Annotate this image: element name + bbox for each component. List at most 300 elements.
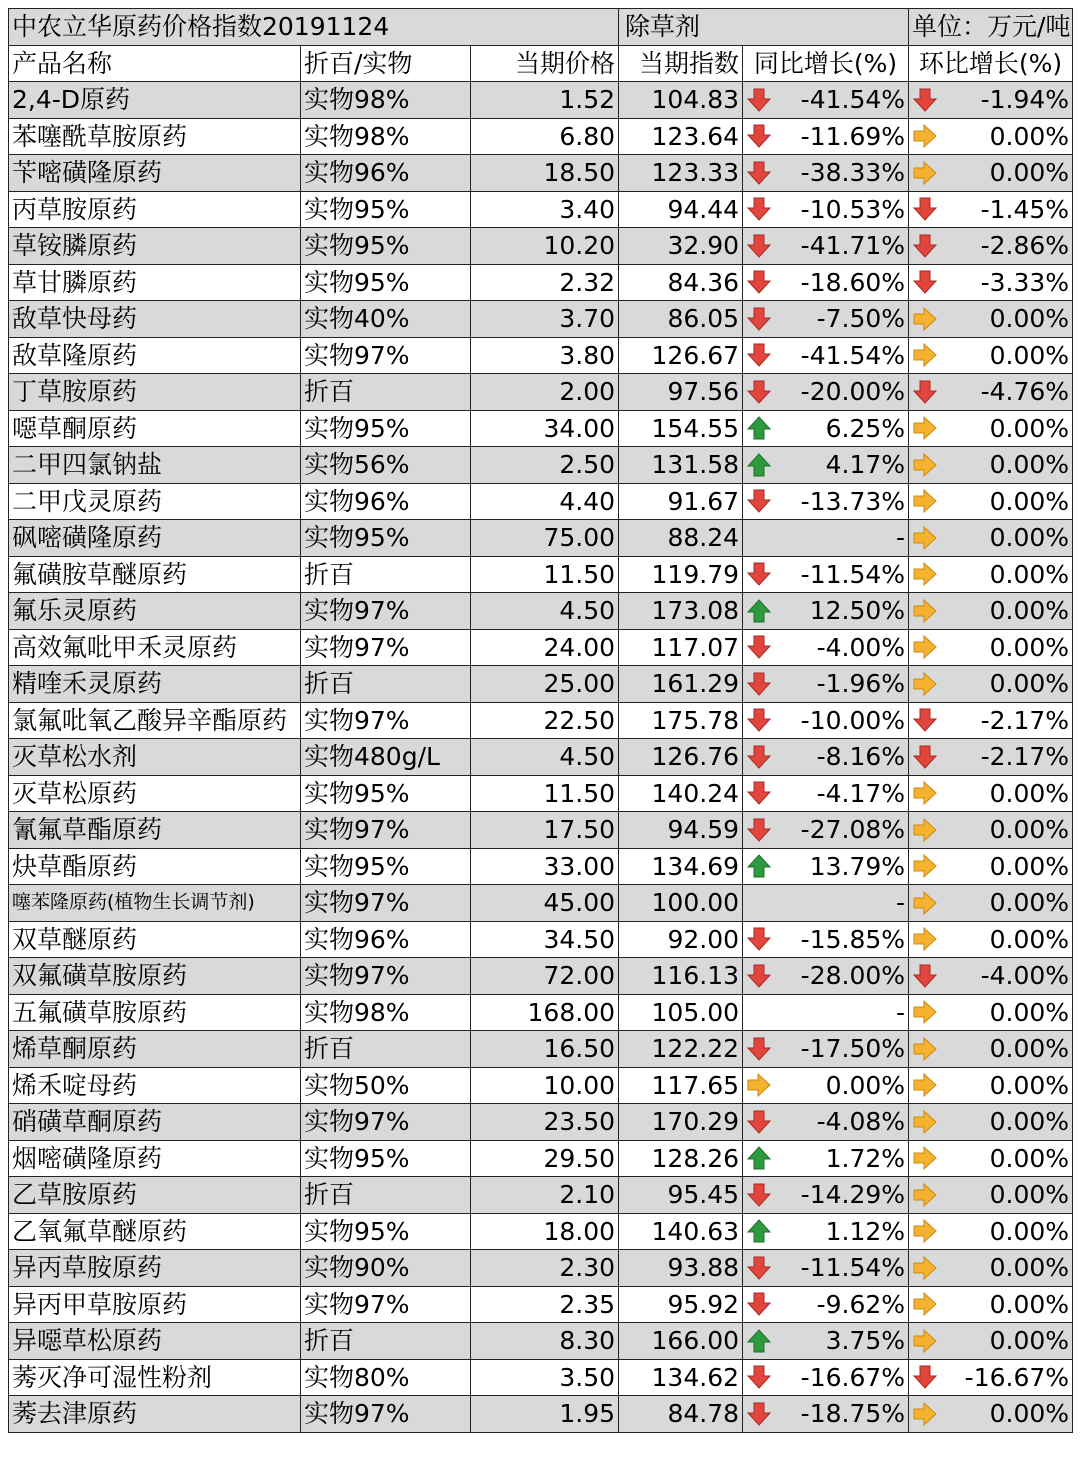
yoy-cell [743,921,909,958]
product-name-cell: 烯禾啶母药 [9,1067,301,1104]
yoy-value: -27.08% [800,815,906,845]
mom-value: 0.00% [989,888,1070,918]
trend-up-arrow-icon [746,1218,772,1244]
product-name-cell: 乙草胺原药 [9,1177,301,1214]
yoy-cell [743,1031,909,1068]
trend-down-arrow-icon [912,707,938,733]
index-cell: 117.65 [619,1067,743,1104]
index-cell: 84.36 [619,264,743,301]
product-name-cell: 苄嘧磺隆原药 [9,155,301,192]
yoy-cell [743,593,909,630]
spec-cell: 实物96% [301,155,471,192]
price-cell: 2.50 [471,447,619,484]
trend-up-arrow-icon [746,452,772,478]
yoy-cell [743,447,909,484]
trend-down-arrow-icon [746,233,772,259]
table-row [9,374,1073,411]
yoy-value: -9.62% [816,1289,906,1319]
yoy-cell [743,301,909,338]
trend-down-arrow-icon [746,1182,772,1208]
mom-value: 0.00% [989,1180,1070,1210]
mom-value: 0.00% [989,158,1070,188]
price-cell: 1.95 [471,1396,619,1433]
yoy-cell [743,191,909,228]
mom-cell [909,739,1073,776]
mom-cell [909,702,1073,739]
mom-value: 0.00% [989,669,1070,699]
index-cell: 97.56 [619,374,743,411]
trend-down-arrow-icon [746,1364,772,1390]
mom-value: 0.00% [989,413,1070,443]
product-name-cell: 精喹禾灵原药 [9,666,301,703]
index-cell: 91.67 [619,483,743,520]
product-name-cell: 灭草松原药 [9,775,301,812]
trend-down-arrow-icon [746,671,772,697]
trend-flat-arrow-icon [912,1036,938,1062]
index-cell: 84.78 [619,1396,743,1433]
product-name-cell: 氟磺胺草醚原药 [9,556,301,593]
trend-flat-arrow-icon [912,853,938,879]
index-cell: 140.63 [619,1213,743,1250]
price-cell: 3.50 [471,1359,619,1396]
price-cell: 72.00 [471,958,619,995]
price-cell: 2.00 [471,374,619,411]
table-row [9,447,1073,484]
trend-down-arrow-icon [746,926,772,952]
yoy-value: 4.17% [825,450,906,480]
index-cell: 126.76 [619,739,743,776]
yoy-cell [743,483,909,520]
mom-value: -1.45% [980,194,1070,224]
table-row [9,155,1073,192]
table-row [9,1250,1073,1287]
trend-down-arrow-icon [746,1036,772,1062]
index-cell: 154.55 [619,410,743,447]
yoy-value: - [896,997,906,1027]
yoy-value: -41.54% [800,85,906,115]
yoy-value: -17.50% [800,1034,906,1064]
price-cell: 2.10 [471,1177,619,1214]
mom-cell [909,1031,1073,1068]
trend-down-arrow-icon [746,707,772,733]
price-cell: 33.00 [471,848,619,885]
trend-down-arrow-icon [912,379,938,405]
price-cell: 2.35 [471,1286,619,1323]
price-cell: 34.00 [471,410,619,447]
table-row [9,1286,1073,1323]
mom-cell [909,994,1073,1031]
trend-down-arrow-icon [746,379,772,405]
trend-up-arrow-icon [746,853,772,879]
table-row [9,1140,1073,1177]
index-cell: 104.83 [619,82,743,119]
yoy-value: 1.12% [825,1216,906,1246]
product-name-cell: 丁草胺原药 [9,374,301,411]
yoy-cell [743,1140,909,1177]
mom-cell [909,1250,1073,1287]
index-cell: 134.69 [619,848,743,885]
table-row [9,1323,1073,1360]
table-row [9,739,1073,776]
mom-cell [909,921,1073,958]
trend-flat-arrow-icon [912,926,938,952]
index-cell: 116.13 [619,958,743,995]
yoy-cell [743,1067,909,1104]
price-cell: 3.70 [471,301,619,338]
trend-down-arrow-icon [912,233,938,259]
trend-flat-arrow-icon [912,415,938,441]
mom-cell [909,1104,1073,1141]
yoy-value: -18.75% [800,1399,906,1429]
trend-down-arrow-icon [746,160,772,186]
yoy-value: - [896,888,906,918]
index-cell: 92.00 [619,921,743,958]
trend-flat-arrow-icon [912,123,938,149]
yoy-cell [743,775,909,812]
index-cell: 123.33 [619,155,743,192]
table-row [9,775,1073,812]
price-cell: 75.00 [471,520,619,557]
yoy-value: -11.54% [800,1253,906,1283]
price-cell: 4.50 [471,593,619,630]
mom-cell [909,118,1073,155]
table-row [9,702,1073,739]
spec-cell: 实物97% [301,1286,471,1323]
trend-down-arrow-icon [912,269,938,295]
product-name-cell: 氰氟草酯原药 [9,812,301,849]
yoy-cell [743,520,909,557]
mom-value: 0.00% [989,1034,1070,1064]
price-cell: 18.50 [471,155,619,192]
price-cell: 34.50 [471,921,619,958]
mom-cell [909,1067,1073,1104]
mom-value: 0.00% [989,1253,1070,1283]
product-name-cell: 苯噻酰草胺原药 [9,118,301,155]
yoy-cell [743,374,909,411]
spec-cell: 实物97% [301,629,471,666]
spec-cell: 实物97% [301,958,471,995]
index-cell: 170.29 [619,1104,743,1141]
column-header: 当期指数 [619,45,743,82]
product-name-cell: 烯草酮原药 [9,1031,301,1068]
table-row [9,118,1073,155]
spec-cell: 实物80% [301,1359,471,1396]
mom-value: 0.00% [989,486,1070,516]
trend-down-arrow-icon [746,1255,772,1281]
trend-flat-arrow-icon [746,1072,772,1098]
index-cell: 86.05 [619,301,743,338]
yoy-cell [743,556,909,593]
mom-value: -1.94% [980,85,1070,115]
spec-cell: 折百 [301,666,471,703]
index-cell: 32.90 [619,228,743,265]
spec-cell: 实物40% [301,301,471,338]
table-row [9,994,1073,1031]
price-cell: 4.40 [471,483,619,520]
mom-value: 0.00% [989,632,1070,662]
mom-cell [909,775,1073,812]
mom-value: -4.00% [980,961,1070,991]
mom-value: 0.00% [989,304,1070,334]
table-row [9,191,1073,228]
yoy-value: 6.25% [825,413,906,443]
spec-cell: 实物98% [301,82,471,119]
yoy-value: -10.00% [800,705,906,735]
index-cell: 122.22 [619,1031,743,1068]
trend-down-arrow-icon [746,269,772,295]
table-row [9,556,1073,593]
yoy-value: -13.73% [800,486,906,516]
yoy-cell [743,958,909,995]
trend-flat-arrow-icon [912,1109,938,1135]
mom-cell [909,82,1073,119]
table-row [9,1104,1073,1141]
mom-cell [909,629,1073,666]
yoy-cell [743,812,909,849]
product-name-cell: 氟乐灵原药 [9,593,301,630]
spec-cell: 实物97% [301,812,471,849]
table-row [9,337,1073,374]
trend-down-arrow-icon [746,634,772,660]
price-cell: 8.30 [471,1323,619,1360]
index-cell: 175.78 [619,702,743,739]
mom-cell [909,374,1073,411]
product-name-cell: 莠去津原药 [9,1396,301,1433]
price-cell: 10.00 [471,1067,619,1104]
mom-cell [909,155,1073,192]
table-row [9,629,1073,666]
trend-flat-arrow-icon [912,342,938,368]
trend-flat-arrow-icon [912,306,938,332]
column-header: 折百/实物 [301,45,471,82]
trend-down-arrow-icon [746,963,772,989]
mom-cell [909,556,1073,593]
yoy-cell [743,994,909,1031]
product-name-cell: 敌草快母药 [9,301,301,338]
spec-cell: 折百 [301,374,471,411]
yoy-cell [743,1396,909,1433]
yoy-cell [743,228,909,265]
trend-up-arrow-icon [746,1328,772,1354]
index-cell: 117.07 [619,629,743,666]
spec-cell: 实物96% [301,483,471,520]
yoy-value: -14.29% [800,1180,906,1210]
spec-cell: 实物95% [301,264,471,301]
price-cell: 1.52 [471,82,619,119]
table-row [9,812,1073,849]
trend-up-arrow-icon [746,415,772,441]
mom-value: -4.76% [980,377,1070,407]
yoy-cell [743,155,909,192]
mom-cell [909,1177,1073,1214]
yoy-value: 3.75% [825,1326,906,1356]
mom-cell [909,812,1073,849]
spec-cell: 实物95% [301,1140,471,1177]
index-cell: 94.44 [619,191,743,228]
column-header: 产品名称 [9,45,301,82]
product-name-cell: 二甲四氯钠盐 [9,447,301,484]
price-cell: 29.50 [471,1140,619,1177]
yoy-value: -11.54% [800,559,906,589]
column-header: 当期价格 [471,45,619,82]
price-cell: 10.20 [471,228,619,265]
price-cell: 24.00 [471,629,619,666]
trend-up-arrow-icon [746,1145,772,1171]
yoy-value: -41.54% [800,340,906,370]
spec-cell: 实物97% [301,1104,471,1141]
table-row [9,848,1073,885]
mom-value: 0.00% [989,1399,1070,1429]
trend-down-arrow-icon [746,561,772,587]
product-name-cell: 2,4-D原药 [9,82,301,119]
spec-cell: 实物98% [301,994,471,1031]
unit-label: 单位：万元/吨 [909,9,1073,46]
product-name-cell: 双氟磺草胺原药 [9,958,301,995]
trend-down-arrow-icon [746,342,772,368]
spec-cell: 实物50% [301,1067,471,1104]
mom-cell [909,1213,1073,1250]
table-row [9,1396,1073,1433]
yoy-cell [743,1177,909,1214]
mom-value: -2.17% [980,742,1070,772]
trend-flat-arrow-icon [912,452,938,478]
trend-flat-arrow-icon [912,561,938,587]
price-index-table [8,8,1073,1433]
index-cell: 166.00 [619,1323,743,1360]
spec-cell: 实物96% [301,921,471,958]
price-cell: 2.32 [471,264,619,301]
yoy-cell [743,264,909,301]
trend-flat-arrow-icon [912,1291,938,1317]
mom-value: -2.86% [980,231,1070,261]
spec-cell: 实物95% [301,1213,471,1250]
product-name-cell: 异丙草胺原药 [9,1250,301,1287]
mom-cell [909,1396,1073,1433]
product-name-cell: 丙草胺原药 [9,191,301,228]
mom-cell [909,410,1073,447]
index-cell: 105.00 [619,994,743,1031]
product-name-cell: 氯氟吡氧乙酸异辛酯原药 [9,702,301,739]
index-cell: 100.00 [619,885,743,922]
spec-cell: 实物95% [301,848,471,885]
spec-cell: 实物97% [301,593,471,630]
yoy-cell [743,1213,909,1250]
trend-down-arrow-icon [746,817,772,843]
index-cell: 161.29 [619,666,743,703]
price-cell: 18.00 [471,1213,619,1250]
yoy-value: -28.00% [800,961,906,991]
trend-flat-arrow-icon [912,999,938,1025]
mom-cell [909,848,1073,885]
mom-value: 0.00% [989,1216,1070,1246]
spec-cell: 折百 [301,1323,471,1360]
product-name-cell: 异噁草松原药 [9,1323,301,1360]
price-cell: 11.50 [471,775,619,812]
mom-value: 0.00% [989,924,1070,954]
yoy-cell [743,739,909,776]
mom-cell [909,1140,1073,1177]
yoy-cell [743,1323,909,1360]
mom-cell [909,228,1073,265]
index-cell: 131.58 [619,447,743,484]
mom-cell [909,483,1073,520]
table-row [9,264,1073,301]
table-row [9,921,1073,958]
product-name-cell: 二甲戊灵原药 [9,483,301,520]
mom-value: 0.00% [989,851,1070,881]
yoy-value: -38.33% [800,158,906,188]
table-row [9,1031,1073,1068]
mom-value: 0.00% [989,1107,1070,1137]
price-cell: 17.50 [471,812,619,849]
trend-down-arrow-icon [746,744,772,770]
column-header: 同比增长(%) [743,45,909,82]
mom-cell [909,301,1073,338]
product-name-cell: 噻苯隆原药(植物生长调节剂) [9,885,301,922]
mom-cell [909,337,1073,374]
index-cell: 94.59 [619,812,743,849]
yoy-value: 0.00% [825,1070,906,1100]
index-cell: 123.64 [619,118,743,155]
table-row [9,301,1073,338]
product-name-cell: 双草醚原药 [9,921,301,958]
spec-cell: 折百 [301,556,471,593]
trend-down-arrow-icon [746,306,772,332]
table-row [9,1359,1073,1396]
price-cell: 168.00 [471,994,619,1031]
spec-cell: 实物97% [301,1396,471,1433]
yoy-cell [743,848,909,885]
product-name-cell: 高效氟吡甲禾灵原药 [9,629,301,666]
table-row [9,593,1073,630]
yoy-value: -41.71% [800,231,906,261]
spec-cell: 实物95% [301,191,471,228]
yoy-cell [743,1104,909,1141]
trend-down-arrow-icon [912,196,938,222]
price-cell: 45.00 [471,885,619,922]
mom-cell [909,958,1073,995]
trend-flat-arrow-icon [912,160,938,186]
product-name-cell: 烟嘧磺隆原药 [9,1140,301,1177]
yoy-cell [743,82,909,119]
yoy-cell [743,702,909,739]
yoy-value: 13.79% [809,851,906,881]
yoy-value: -4.00% [816,632,906,662]
price-cell: 11.50 [471,556,619,593]
trend-flat-arrow-icon [912,634,938,660]
yoy-cell [743,410,909,447]
table-row [9,1213,1073,1250]
yoy-value: -10.53% [800,194,906,224]
yoy-cell [743,337,909,374]
product-name-cell: 莠灭净可湿性粉剂 [9,1359,301,1396]
trend-down-arrow-icon [746,780,772,806]
trend-flat-arrow-icon [912,1255,938,1281]
mom-value: 0.00% [989,778,1070,808]
mom-cell [909,885,1073,922]
mom-cell [909,593,1073,630]
mom-value: 0.00% [989,1143,1070,1173]
report-title: 中农立华原药价格指数20191124 [9,9,619,46]
mom-value: 0.00% [989,1326,1070,1356]
price-cell: 4.50 [471,739,619,776]
table-row [9,885,1073,922]
trend-flat-arrow-icon [912,598,938,624]
trend-up-arrow-icon [746,598,772,624]
spec-cell: 实物56% [301,447,471,484]
trend-down-arrow-icon [746,1291,772,1317]
price-cell: 23.50 [471,1104,619,1141]
